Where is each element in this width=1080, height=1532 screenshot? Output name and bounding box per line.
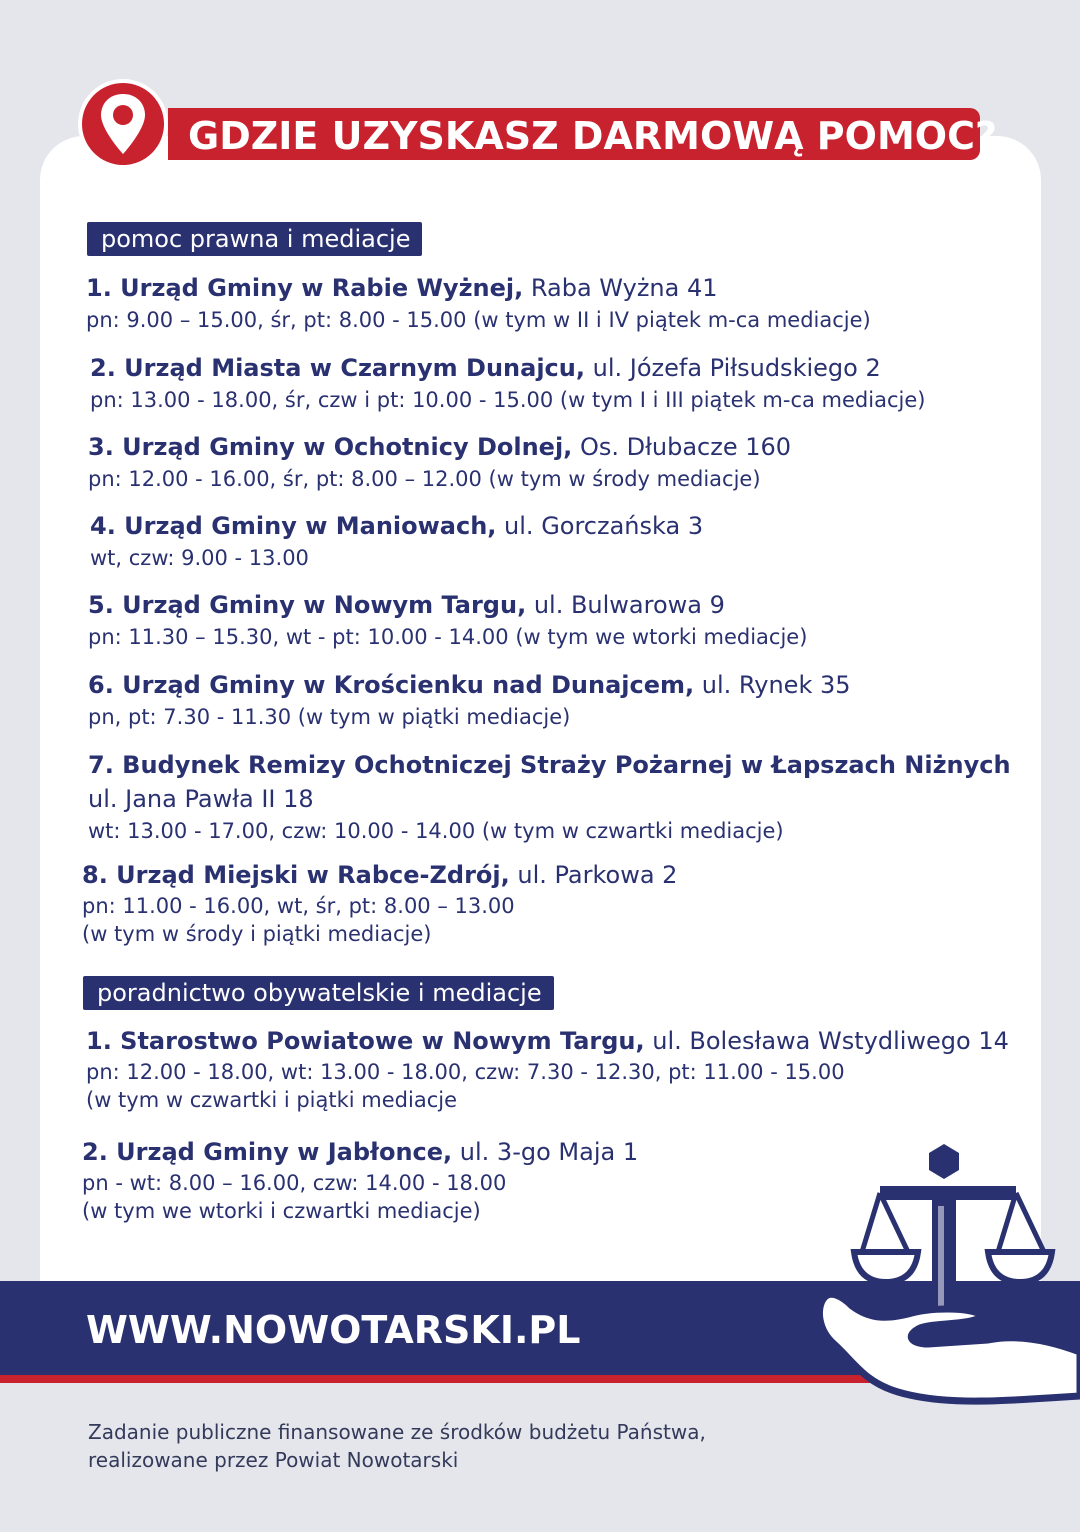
office-hours: pn: 12.00 - 16.00, śr, pt: 8.00 – 12.00 (w tym w środy mediacje)	[88, 467, 761, 491]
office-name: 4. Urząd Gminy w Maniowach,	[90, 512, 497, 540]
list-item	[82, 1135, 638, 1225]
website-link[interactable]: WWW.NOWOTARSKI.PL	[86, 1308, 581, 1352]
office-name: 1. Urząd Gminy w Rabie Wyżnej,	[86, 274, 524, 302]
office-address: ul. 3-go Maja 1	[452, 1138, 639, 1166]
list-item	[88, 588, 807, 652]
office-address: Raba Wyżna 41	[523, 274, 718, 302]
list-item	[86, 1024, 1009, 1114]
office-address: ul. Jana Pawła II 18	[88, 785, 314, 813]
office-name: 5. Urząd Gminy w Nowym Targu,	[88, 591, 527, 619]
office-address: ul. Parkowa 2	[509, 861, 678, 889]
office-hours: pn, pt: 7.30 - 11.30 (w tym w piątki mediacje)	[88, 705, 571, 729]
office-hours: wt, czw: 9.00 - 13.00	[90, 546, 309, 570]
list-item	[88, 748, 1011, 846]
office-hours: pn: 11.00 - 16.00, wt, śr, pt: 8.00 – 13.00	[82, 894, 515, 918]
office-address: ul. Gorczańska 3	[496, 512, 704, 540]
list-item	[86, 271, 871, 335]
office-address: ul. Rynek 35	[694, 671, 851, 699]
office-name: 6. Urząd Gminy w Krościenku nad Dunajcem,	[88, 671, 695, 699]
office-name: 3. Urząd Gminy w Ochotnicy Dolnej,	[88, 433, 573, 461]
office-name: 2. Urząd Gminy w Jabłonce,	[82, 1138, 453, 1166]
list-item	[90, 351, 925, 415]
office-hours: pn - wt: 8.00 – 16.00, czw: 14.00 - 18.00	[82, 1171, 507, 1195]
list-item	[90, 509, 703, 573]
office-hours: pn: 13.00 - 18.00, śr, czw i pt: 10.00 - 15.00 (w tym I i III piątek m-ca mediacje)	[90, 388, 926, 412]
location-pin-icon	[77, 78, 169, 170]
list-item	[88, 430, 791, 494]
office-name: 2. Urząd Miasta w Czarnym Dunajcu,	[90, 354, 585, 382]
hand-holding-scales-icon	[808, 1130, 1080, 1422]
list-item	[82, 858, 677, 948]
office-hours: pn: 9.00 – 15.00, śr, pt: 8.00 - 15.00 (w tym w II i IV piątek m-ca mediacje)	[86, 308, 871, 332]
office-hours-note: (w tym w środy i piątki mediacje)	[82, 922, 432, 946]
office-hours-note: (w tym w czwartki i piątki mediacje	[86, 1088, 457, 1112]
office-hours: pn: 11.30 – 15.30, wt - pt: 10.00 - 14.00 (w tym we wtorki mediacje)	[88, 625, 808, 649]
office-address: ul. Bulwarowa 9	[526, 591, 725, 619]
list-item	[88, 668, 851, 732]
office-hours: wt: 13.00 - 17.00, czw: 10.00 - 14.00 (w tym w czwartki mediacje)	[88, 819, 784, 843]
office-hours-note: (w tym we wtorki i czwartki mediacje)	[82, 1199, 481, 1223]
office-address: ul. Bolesława Wstydliwego 14	[644, 1027, 1009, 1055]
office-address: Os. Dłubacze 160	[572, 433, 792, 461]
section-label-legal-aid: pomoc prawna i mediacje	[87, 222, 422, 256]
office-name: 7. Budynek Remizy Ochotniczej Straży Pożarnej w Łapszach Niżnych	[88, 751, 1011, 779]
office-hours: pn: 12.00 - 18.00, wt: 13.00 - 18.00, czw: 7.30 - 12.30, pt: 11.00 - 15.00	[86, 1060, 845, 1084]
section-label-civic-advice: poradnictwo obywatelskie i mediacje	[83, 976, 554, 1010]
office-address: ul. Józefa Piłsudskiego 2	[585, 354, 881, 382]
page-title: GDZIE UZYSKASZ DARMOWĄ POMOC?	[188, 114, 998, 158]
office-name: 8. Urząd Miejski w Rabce-Zdrój,	[82, 861, 510, 889]
funding-note: Zadanie publiczne finansowane ze środków budżetu Państwa, realizowane przez Powiat Nowotarski	[88, 1420, 706, 1472]
office-name: 1. Starostwo Powiatowe w Nowym Targu,	[86, 1027, 645, 1055]
